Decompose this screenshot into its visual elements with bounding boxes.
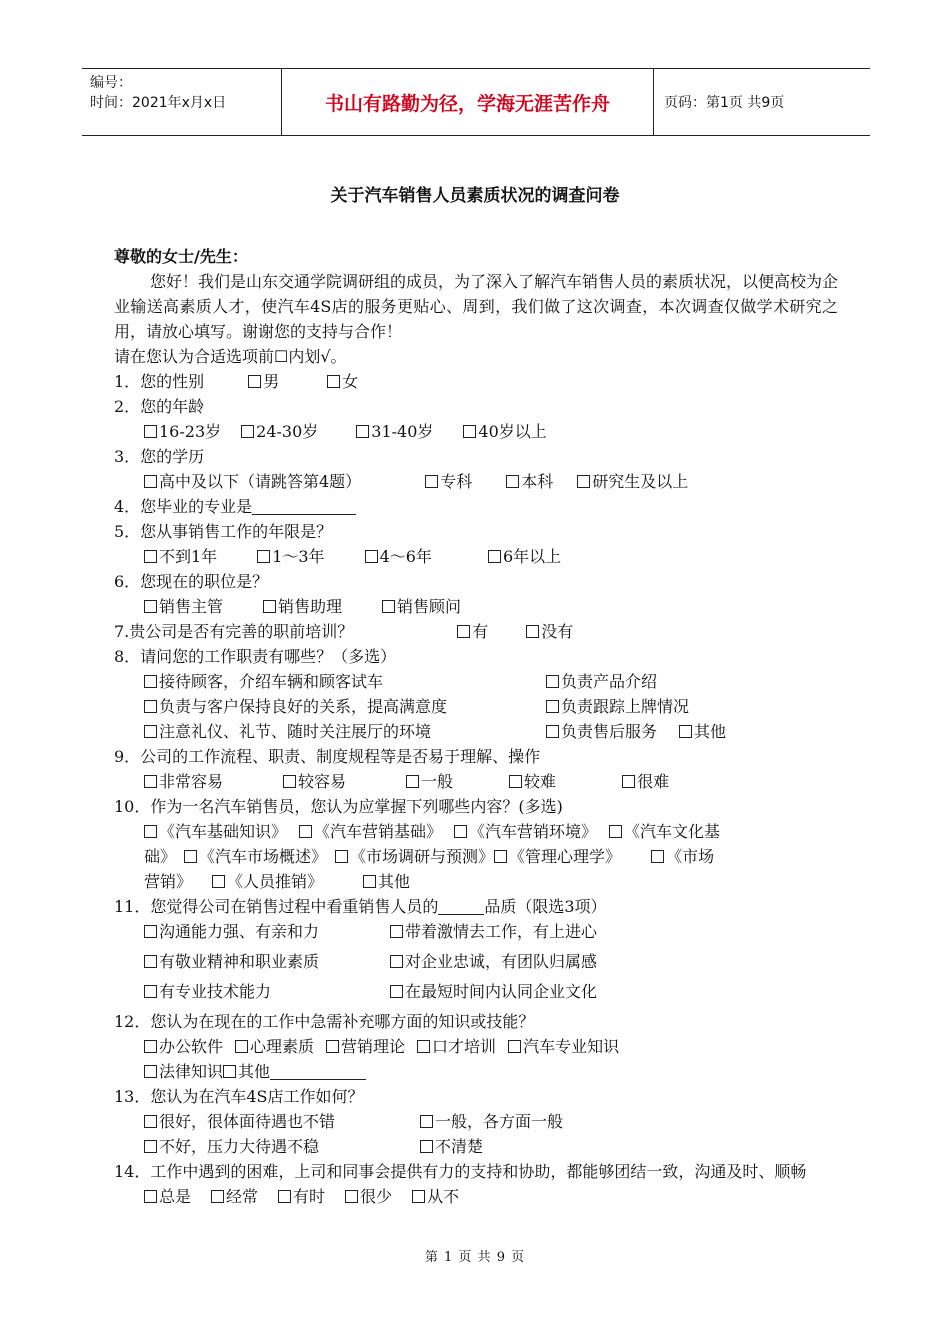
option-label: 《汽车营销环境》 [469, 822, 598, 841]
checkbox[interactable] [651, 850, 664, 863]
checkbox[interactable] [235, 1040, 248, 1053]
option-label: 础》 [144, 847, 177, 866]
option-label: 没有 [541, 622, 574, 641]
question-12-options-row-2 [114, 1059, 838, 1084]
checkbox[interactable] [679, 725, 692, 738]
question-13: 13．您认为在汽车4S店工作如何？ [114, 1087, 364, 1106]
option-label: 《汽车基础知识》 [159, 822, 288, 841]
checkbox[interactable] [488, 550, 501, 563]
header-meta [82, 69, 282, 135]
checkbox[interactable] [223, 1065, 236, 1078]
option-label: 《汽车文化基 [624, 822, 721, 841]
question-14: 14．工作中遇到的困难，上司和同事会提供有力的支持和协助，都能够团结一致，沟通及时、顺畅 [114, 1162, 807, 1181]
checkbox[interactable] [420, 1115, 433, 1128]
option-label: 其他 [238, 1062, 271, 1081]
option-label: 6年以上 [502, 547, 562, 566]
question-10-options-row-3 [114, 869, 838, 894]
option-label: 注意礼仪、礼节、随时关注展厅的环境 [159, 722, 432, 741]
question-9-options [114, 769, 838, 794]
question-8-options-row-1 [114, 669, 838, 694]
question-2: 2．您的年龄 [114, 397, 205, 416]
checkbox[interactable] [363, 875, 376, 888]
option-label: 很少 [360, 1187, 393, 1206]
question-10: 10．作为一名汽车销售员，您认为应掌握下列哪些内容？(多选) [114, 797, 563, 816]
question-4 [114, 494, 838, 519]
option-label: 很难 [637, 772, 670, 791]
checkbox[interactable] [144, 1040, 157, 1053]
checkbox[interactable] [577, 475, 590, 488]
option-label: 有时 [293, 1187, 326, 1206]
option-label: 负责跟踪上牌情况 [561, 697, 690, 716]
question-6-options [114, 594, 838, 619]
option-label: 有 [472, 622, 489, 641]
checkbox[interactable] [463, 425, 476, 438]
checkbox[interactable] [390, 925, 403, 938]
checkbox[interactable] [144, 1065, 157, 1078]
option-label: 40岁以上 [478, 422, 547, 441]
question-1 [114, 369, 838, 394]
option-label: 本科 [521, 472, 554, 491]
checkbox[interactable] [406, 775, 419, 788]
option-label: 有敬业精神和职业素质 [159, 952, 320, 971]
checkbox[interactable] [144, 700, 157, 713]
document-title: 关于汽车销售人员素质状况的调查问卷 [330, 186, 620, 206]
question-text: 1．您的性别 [114, 372, 205, 391]
option-label: 很好，很体面待遇也不错 [159, 1112, 336, 1131]
checkbox[interactable] [327, 375, 340, 388]
checkbox[interactable] [248, 375, 261, 388]
checkbox[interactable] [283, 775, 296, 788]
question-11-options-row-2 [114, 949, 838, 974]
checkbox[interactable] [211, 1190, 224, 1203]
option-label: 营销理论 [341, 1037, 406, 1056]
option-label: 总是 [159, 1187, 192, 1206]
question-5-options [114, 544, 838, 569]
checkbox[interactable] [390, 985, 403, 998]
question-text: 品质（限选3项） [484, 897, 607, 916]
checkbox[interactable] [425, 475, 438, 488]
option-label: 负责售后服务 [561, 722, 658, 741]
question-6: 6．您现在的职位是？ [114, 572, 269, 591]
checkbox[interactable] [144, 925, 157, 938]
option-label: 接待顾客，介绍车辆和顾客试车 [159, 672, 384, 691]
question-8: 8．请问您的工作职责有哪些？（多选） [114, 647, 397, 666]
checkbox[interactable] [509, 775, 522, 788]
checkbox[interactable] [144, 725, 157, 738]
checkbox[interactable] [412, 1190, 425, 1203]
question-3-options [114, 469, 838, 494]
checkbox[interactable] [506, 475, 519, 488]
checkbox[interactable] [144, 985, 157, 998]
option-label: 非常容易 [159, 772, 224, 791]
option-label: 不清楚 [435, 1137, 484, 1156]
checkbox[interactable] [546, 725, 559, 738]
checkbox[interactable] [144, 425, 157, 438]
answer-blank[interactable] [252, 498, 356, 515]
checkbox[interactable] [144, 550, 157, 563]
checkbox[interactable] [508, 1040, 521, 1053]
checkbox[interactable] [263, 600, 276, 613]
option-label: 对企业忠诚，有团队归属感 [405, 952, 598, 971]
checkbox[interactable] [144, 1115, 157, 1128]
option-label: 沟通能力强、有亲和力 [159, 922, 320, 941]
option-label: 口才培训 [432, 1037, 497, 1056]
question-8-options-row-3 [114, 719, 838, 744]
checkbox[interactable] [144, 775, 157, 788]
checkbox[interactable] [326, 1040, 339, 1053]
option-label: 高中及以下（请跳答第4题） [159, 472, 362, 491]
checkbox[interactable] [144, 1190, 157, 1203]
question-text: 7.贵公司是否有完善的职前培训？ [114, 622, 354, 641]
instruction: 请在您认为合适选项前☐内划√。 [114, 347, 347, 366]
checkbox[interactable] [609, 825, 622, 838]
option-label: 负责产品介绍 [561, 672, 658, 691]
checkbox[interactable] [417, 1040, 430, 1053]
question-10-options-row-1 [114, 819, 838, 844]
question-11-options-row-1 [114, 919, 838, 944]
page-footer: 第 1 页 共 9 页 [424, 1250, 526, 1265]
question-text: 11．您觉得公司在销售过程中看重销售人员的 [114, 897, 439, 916]
page-number-label: 页码：第1页 共9页 [664, 95, 785, 111]
option-label: 《汽车市场概述》 [199, 847, 328, 866]
question-5: 5．您从事销售工作的年限是？ [114, 522, 333, 541]
question-7 [114, 619, 838, 644]
option-label: 营销》 [144, 872, 193, 891]
option-label: 1～3年 [272, 547, 325, 566]
question-11-options-row-3 [114, 979, 838, 1004]
checkbox[interactable] [420, 1140, 433, 1153]
question-9: 9．公司的工作流程、职责、制度规程等是否易于理解、操作 [114, 747, 541, 766]
option-label: 汽车专业知识 [523, 1037, 620, 1056]
checkbox[interactable] [365, 550, 378, 563]
option-label: 其他 [378, 872, 411, 891]
intro-paragraph: 您好！我们是山东交通学院调研组的成员，为了深入了解汽车销售人员的素质状况，以便高校为企业输送高素质人才，使汽车4S店的服务更贴心、周到，我们做了这次调查，本次调查仅做学术研究之用，请放心填写。谢谢您的支持与合作！ [114, 272, 839, 341]
option-label: 不到1年 [159, 547, 218, 566]
question-10-options-row-2 [114, 844, 838, 869]
question-12-options-row-1 [114, 1034, 838, 1059]
option-label: 《人员推销》 [227, 872, 324, 891]
answer-blank[interactable] [438, 898, 484, 915]
question-13-options-row-1 [114, 1109, 838, 1134]
option-label: 从不 [427, 1187, 460, 1206]
checkbox[interactable] [494, 850, 507, 863]
option-label: 一般 [421, 772, 454, 791]
option-label: 法律知识 [159, 1062, 224, 1081]
checkbox[interactable] [622, 775, 635, 788]
checkbox[interactable] [299, 825, 312, 838]
checkbox[interactable] [184, 850, 197, 863]
option-label: 负责与客户保持良好的关系，提高满意度 [159, 697, 448, 716]
option-label: 带着激情去工作，有上进心 [405, 922, 598, 941]
question-text: 4．您毕业的专业是 [114, 497, 253, 516]
checkbox[interactable] [457, 625, 470, 638]
option-label: 心理素质 [250, 1037, 315, 1056]
checkbox[interactable] [546, 700, 559, 713]
option-label: 在最短时间内认同企业文化 [405, 982, 598, 1001]
checkbox[interactable] [144, 825, 157, 838]
option-label: 31-40岁 [371, 422, 434, 441]
option-label: 办公软件 [159, 1037, 224, 1056]
question-2-options [114, 419, 838, 444]
question-13-options-row-2 [114, 1134, 838, 1159]
checkbox[interactable] [335, 850, 348, 863]
option-label: 销售主管 [159, 597, 224, 616]
option-label: 有专业技术能力 [159, 982, 272, 1001]
checkbox[interactable] [278, 1190, 291, 1203]
checkbox[interactable] [345, 1190, 358, 1203]
answer-blank[interactable] [270, 1063, 366, 1080]
option-label: 男 [263, 372, 280, 391]
option-label: 24-30岁 [256, 422, 319, 441]
salutation: 尊敬的女士/先生： [114, 247, 248, 266]
option-label: 《市场 [666, 847, 715, 866]
checkbox[interactable] [454, 825, 467, 838]
option-label: 经常 [226, 1187, 259, 1206]
option-label: 《汽车营销基础》 [314, 822, 443, 841]
checkbox[interactable] [382, 600, 395, 613]
question-3: 3．您的学历 [114, 447, 205, 466]
page-header [82, 68, 870, 136]
checkbox[interactable] [212, 875, 225, 888]
checkbox[interactable] [241, 425, 254, 438]
motto: 书山有路勤为径，学海无涯苦作舟 [282, 69, 654, 135]
questionnaire-body [114, 244, 838, 1209]
checkbox[interactable] [144, 955, 157, 968]
checkbox[interactable] [257, 550, 270, 563]
question-14-options [114, 1184, 838, 1209]
option-label: 较难 [524, 772, 557, 791]
question-8-options-row-2 [114, 694, 838, 719]
option-label: 一般，各方面一般 [435, 1112, 564, 1131]
question-11 [114, 894, 838, 919]
question-12: 12．您认为在现在的工作中急需补充哪方面的知识或技能？ [114, 1012, 535, 1031]
checkbox[interactable] [144, 1140, 157, 1153]
time-label: 时间：2021年x月x日 [90, 95, 227, 111]
option-label: 4～6年 [379, 547, 432, 566]
option-label: 销售助理 [278, 597, 343, 616]
option-label: 研究生及以上 [592, 472, 689, 491]
option-label: 女 [342, 372, 359, 391]
checkbox[interactable] [144, 475, 157, 488]
checkbox[interactable] [546, 675, 559, 688]
checkbox[interactable] [526, 625, 539, 638]
option-label: 专科 [440, 472, 473, 491]
option-label: 《管理心理学》 [509, 847, 622, 866]
number-label: 编号： [90, 75, 132, 91]
option-label: 销售顾问 [397, 597, 462, 616]
checkbox[interactable] [144, 600, 157, 613]
checkbox[interactable] [144, 675, 157, 688]
option-label: 其他 [694, 722, 727, 741]
checkbox[interactable] [356, 425, 369, 438]
option-label: 不好，压力大待遇不稳 [159, 1137, 320, 1156]
checkbox[interactable] [390, 955, 403, 968]
option-label: 较容易 [298, 772, 347, 791]
option-label: 16-23岁 [159, 422, 222, 441]
option-label: 《市场调研与预测》 [350, 847, 495, 866]
